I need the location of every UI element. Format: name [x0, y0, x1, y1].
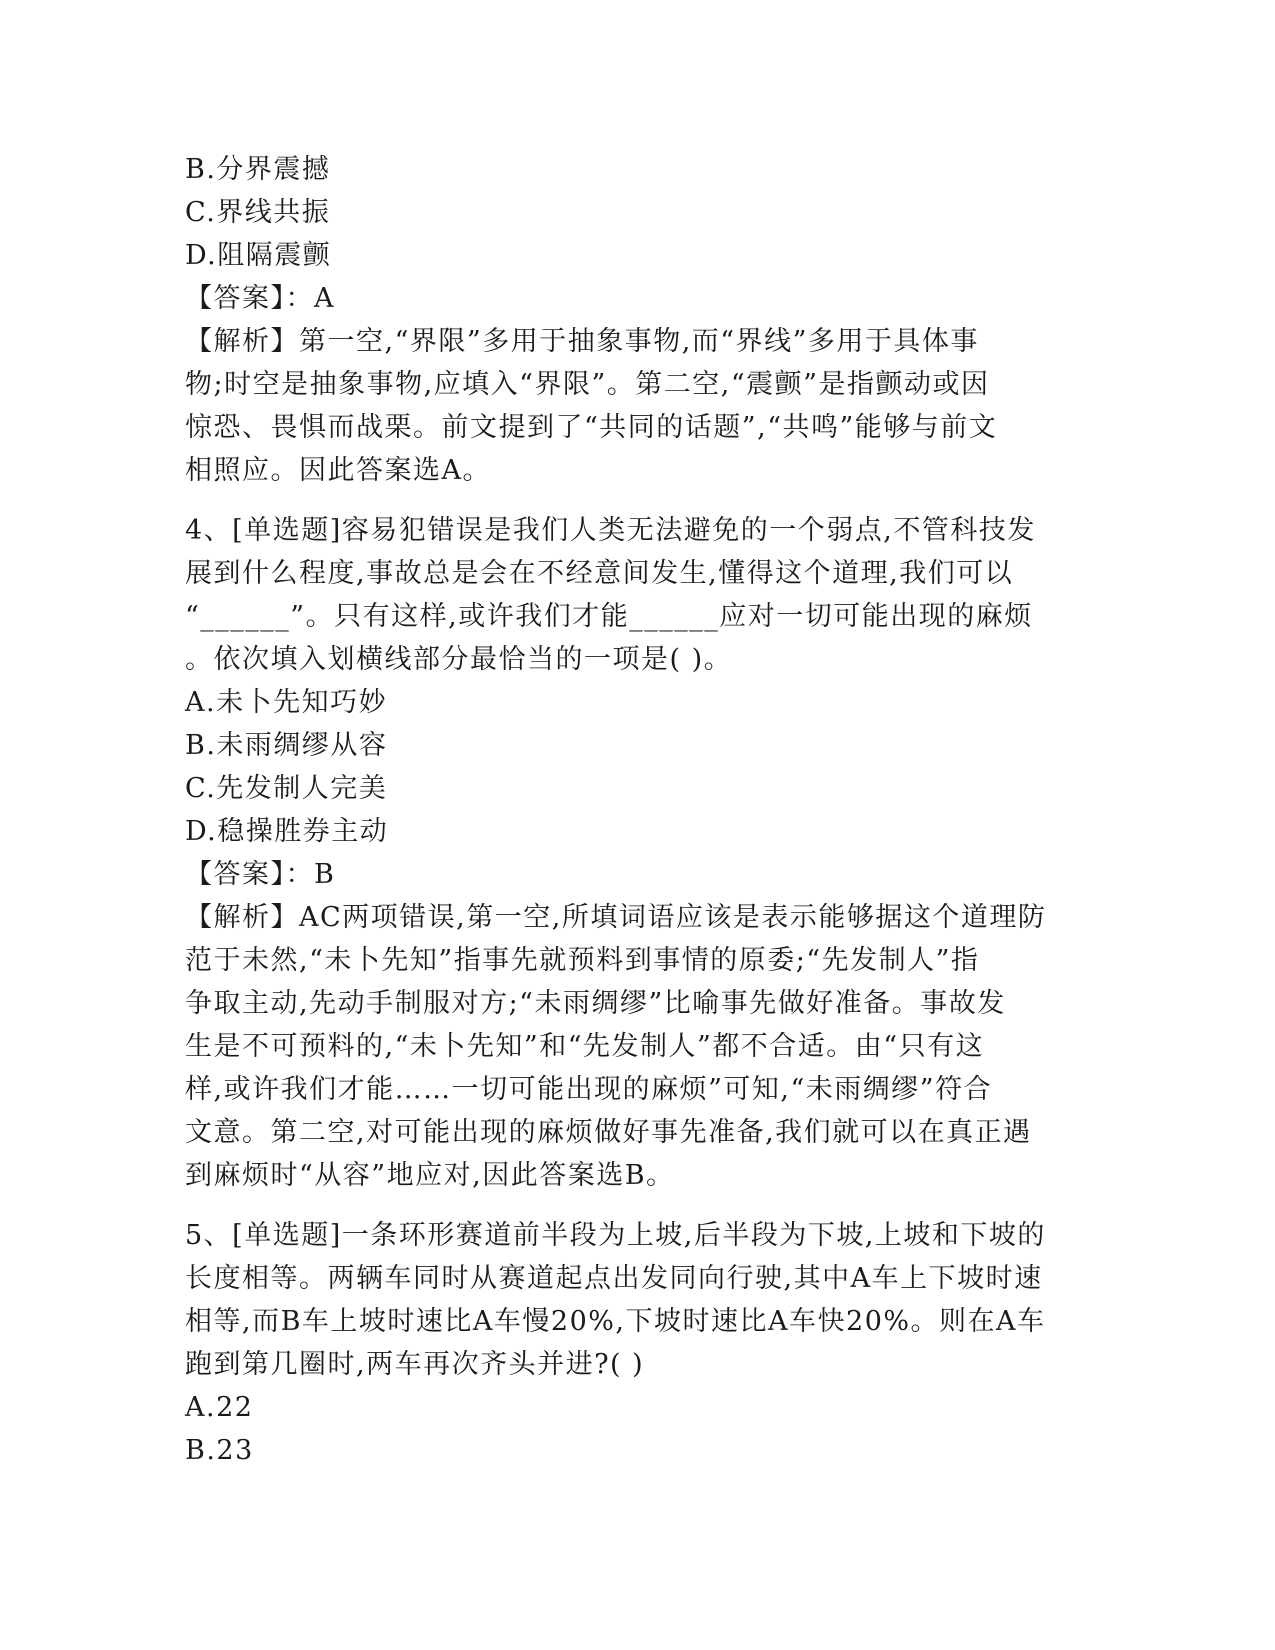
analysis-line: 到麻烦时“从容”地应对,因此答案选B。 [185, 1160, 675, 1191]
answer: 【答案】：A [185, 283, 335, 314]
question-stem-line: 跑到第几圈时,两车再次齐头并进?( ) [185, 1349, 645, 1380]
analysis-line: 【解析】AC两项错误,第一空,所填词语应该是表示能够据这个道理防 [185, 902, 1047, 933]
analysis-line: 争取主动,先动手制服对方;“未雨绸缪”比喻事先做好准备。事故发 [185, 988, 1006, 1019]
option-d: D.阻隔震颤 [185, 240, 332, 271]
question-stem-line: “______”。只有这样,或许我们才能______应对一切可能出现的麻烦 [185, 601, 1033, 632]
document-page [185, 148, 1085, 1472]
option-b: B.23 [185, 1435, 254, 1466]
analysis-line: 文意。第二空,对可能出现的麻烦做好事先准备,我们就可以在真正遇 [185, 1117, 1032, 1148]
answer: 【答案】：B [185, 859, 336, 890]
option-a: A.22 [185, 1392, 254, 1423]
option-b: B.未雨绸缪从容 [185, 730, 388, 761]
option-c: C.界线共振 [185, 197, 331, 228]
question-stem-line: 。依次填入划横线部分最恰当的一项是( )。 [185, 644, 733, 675]
question-stem-line: 5、[单选题]一条环形赛道前半段为上坡,后半段为下坡,上坡和下坡的 [185, 1220, 1046, 1251]
analysis-line: 【解析】第一空,“界限”多用于抽象事物,而“界线”多用于具体事 [185, 326, 979, 357]
option-d: D.稳操胜券主动 [185, 816, 389, 847]
analysis-line: 物;时空是抽象事物,应填入“界限”。第二空,“震颤”是指颤动或因 [185, 369, 990, 400]
spacer [185, 1197, 1085, 1214]
question-stem-line: 4、[单选题]容易犯错误是我们人类无法避免的一个弱点,不管科技发 [185, 515, 1036, 546]
analysis-line: 样,或许我们才能……一切可能出现的麻烦”可知,“未雨绸缪”符合 [185, 1074, 993, 1105]
question-4 [185, 509, 1085, 1197]
question-5 [185, 1214, 1085, 1472]
option-a: A.未卜先知巧妙 [185, 687, 388, 718]
question-stem-line: 相等,而B车上坡时速比A车慢20%,下坡时速比A车快20%。则在A车 [185, 1306, 1046, 1337]
spacer [185, 492, 1085, 509]
question-3-tail [185, 148, 1085, 492]
analysis-line: 相照应。因此答案选A。 [185, 455, 491, 486]
question-stem-line: 展到什么程度,事故总是会在不经意间发生,懂得这个道理,我们可以 [185, 558, 1014, 589]
analysis-line: 范于未然,“未卜先知”指事先就预料到事情的原委;“先发制人”指 [185, 945, 980, 976]
analysis-line: 生是不可预料的,“未卜先知”和“先发制人”都不合适。由“只有这 [185, 1031, 985, 1062]
option-c: C.先发制人完美 [185, 773, 388, 804]
question-stem-line: 长度相等。两辆车同时从赛道起点出发同向行驶,其中A车上下坡时速 [185, 1263, 1043, 1294]
option-b: B.分界震撼 [185, 154, 331, 185]
analysis-line: 惊恐、畏惧而战栗。前文提到了“共同的话题”,“共鸣”能够与前文 [185, 412, 998, 443]
